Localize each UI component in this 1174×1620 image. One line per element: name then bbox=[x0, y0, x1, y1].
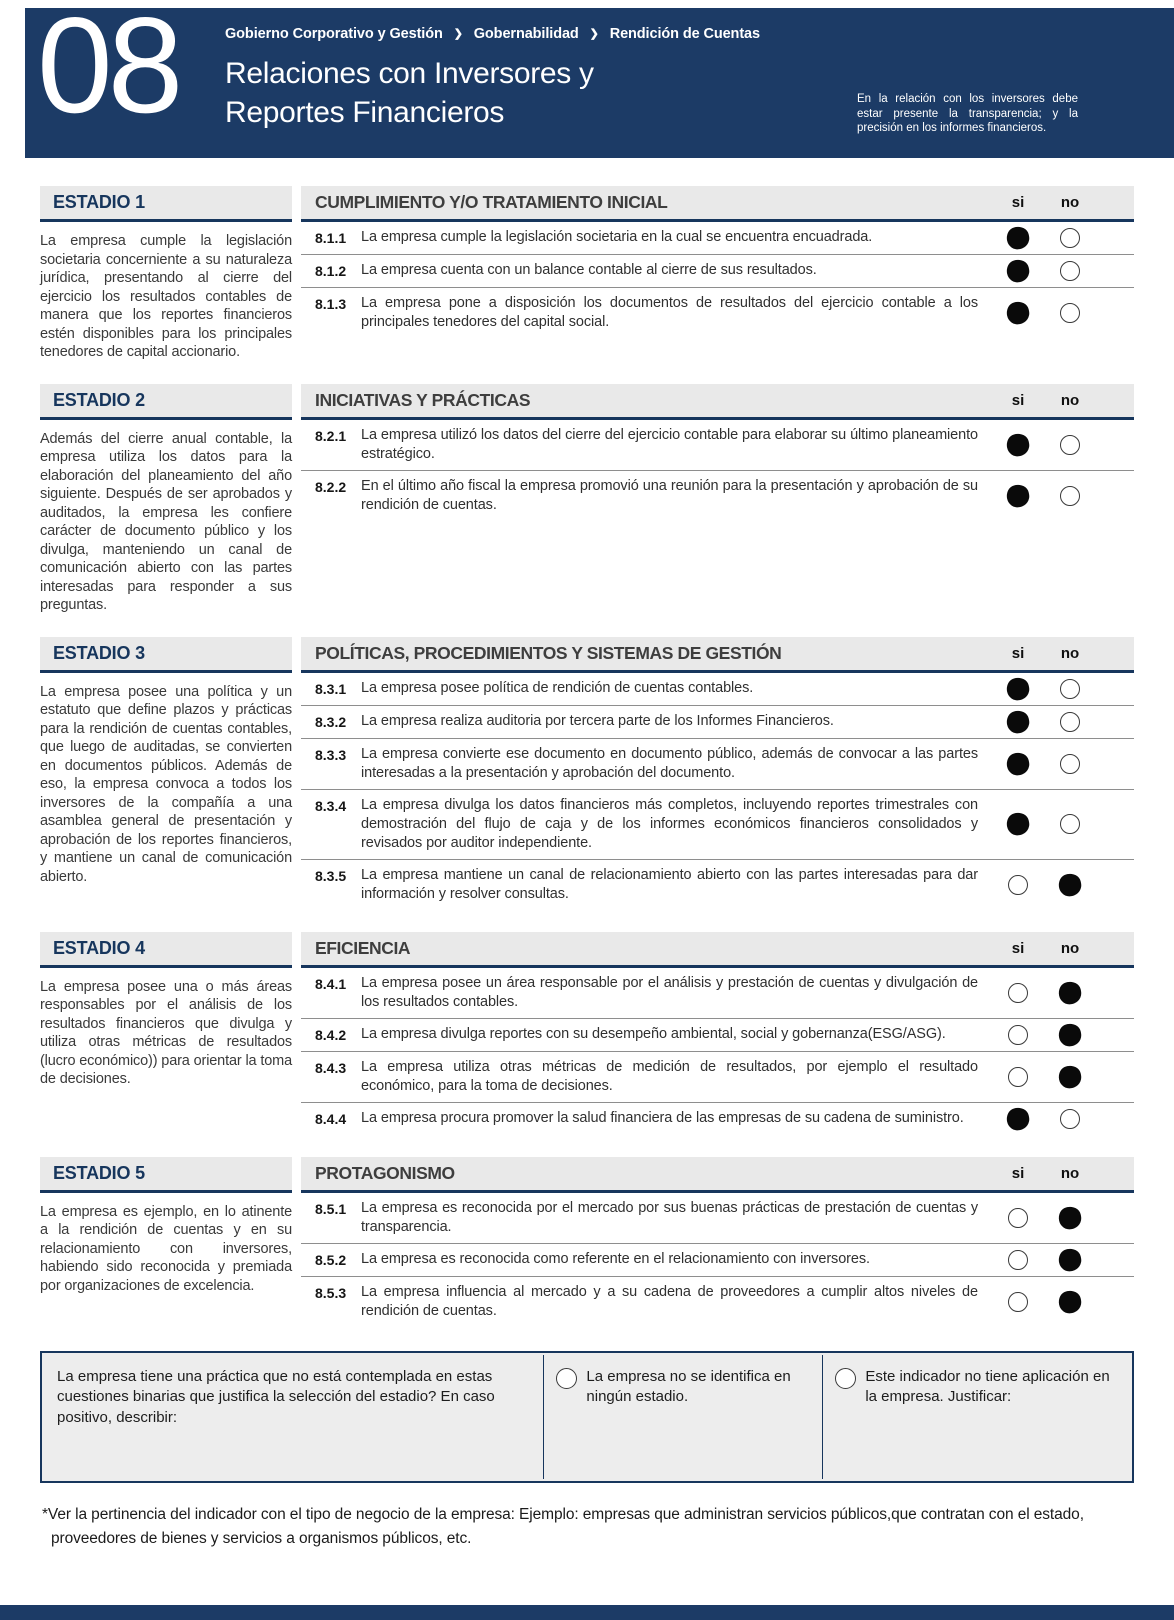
stage-title: ESTADIO 3 bbox=[53, 642, 145, 663]
category-title: PROTAGONISMO bbox=[315, 1162, 455, 1183]
page-title-line2: Reportes Financieros bbox=[225, 96, 505, 129]
breadcrumb-item: Gobierno Corporativo y Gestión bbox=[225, 26, 443, 42]
no-column-header: no bbox=[1060, 644, 1080, 662]
question-text: La empresa pone a disposición los documentos de resultados del ejercicio contable a los principales tenedores del capital social. bbox=[361, 295, 978, 330]
no-radio[interactable] bbox=[1060, 814, 1080, 834]
question-text: La empresa divulga reportes con su desempeño ambiental, social y gobernanza(ESG/ASG). bbox=[361, 1025, 946, 1042]
page-title-line1: Relaciones con Inversores y bbox=[225, 57, 594, 90]
yes-radio[interactable] bbox=[1008, 1292, 1028, 1312]
question-row bbox=[301, 420, 1134, 471]
question-id: 8.1.1 bbox=[315, 230, 347, 246]
question-id: 8.3.3 bbox=[315, 746, 347, 763]
no-radio[interactable] bbox=[1060, 1109, 1080, 1129]
no-radio[interactable] bbox=[1057, 1063, 1084, 1090]
yes-radio[interactable] bbox=[1008, 1250, 1028, 1270]
question-row bbox=[301, 1244, 1134, 1277]
no-radio[interactable] bbox=[1060, 303, 1080, 323]
no-radio[interactable] bbox=[1060, 261, 1080, 281]
question-row bbox=[301, 860, 1134, 910]
no-column-header: no bbox=[1060, 194, 1080, 211]
yes-radio[interactable] bbox=[1005, 258, 1032, 285]
no-column-header: no bbox=[1060, 939, 1080, 957]
not-applicable-radio[interactable] bbox=[835, 1368, 856, 1389]
question-row bbox=[301, 790, 1134, 860]
question-text: La empresa es reconocida por el mercado por sus buenas prácticas de prestación de cuentas y transparencia. bbox=[361, 1199, 978, 1235]
question-text: La empresa influencia al mercado y a su cadena de proveedores a cumplir altos niveles de rendición de cuentas. bbox=[361, 1283, 978, 1319]
question-id: 8.5.2 bbox=[315, 1251, 347, 1268]
no-radio[interactable] bbox=[1057, 1288, 1084, 1315]
no-radio[interactable] bbox=[1060, 228, 1080, 248]
yes-radio[interactable] bbox=[1005, 225, 1032, 252]
no-column-header: no bbox=[1060, 391, 1080, 409]
question-table bbox=[301, 222, 1134, 338]
question-text: La empresa posee política de rendición de cuentas contables. bbox=[361, 679, 754, 696]
question-row bbox=[301, 1052, 1134, 1103]
yes-column-header: si bbox=[1011, 644, 1025, 662]
yes-column-header: si bbox=[1011, 391, 1025, 409]
category-title: CUMPLIMIENTO Y/O TRATAMIENTO INICIAL bbox=[315, 192, 668, 212]
question-id: 8.4.2 bbox=[315, 1026, 347, 1043]
not-applicable-option bbox=[823, 1353, 1132, 1481]
stage-section-3 bbox=[40, 637, 1134, 910]
no-radio[interactable] bbox=[1060, 679, 1080, 699]
not-applicable-label: Este indicador no tiene aplicación en la empresa. Justificar: bbox=[865, 1367, 1110, 1405]
stage-description: La empresa cumple la legislación societaria concerniente a su naturaleza jurídica, presentando al cierre del ejercicio los resultados contables de manera que los reportes financieros estén disponibles para los principales tenedores de capital accionario. bbox=[40, 233, 292, 360]
question-id: 8.3.5 bbox=[315, 867, 347, 884]
open-question-text: La empresa tiene una práctica que no está contemplada en estas cuestiones binarias que justifica la selección del estadio? En caso positivo, describir: bbox=[57, 1367, 495, 1426]
stage-title: ESTADIO 5 bbox=[53, 1162, 145, 1183]
no-column-header: no bbox=[1060, 1164, 1080, 1182]
breadcrumb-item: Rendición de Cuentas bbox=[609, 26, 760, 42]
page-footer-bar bbox=[0, 1605, 1174, 1620]
question-id: 8.4.1 bbox=[315, 975, 347, 992]
no-radio[interactable] bbox=[1060, 712, 1080, 732]
question-id: 8.5.1 bbox=[315, 1200, 347, 1217]
stage-description: La empresa posee una o más áreas responsables por el análisis de los resultados financieros que divulga y utiliza otras métricas de resultados (lucro económico)) para orientar la toma de decisiones. bbox=[40, 978, 292, 1087]
question-row bbox=[301, 1019, 1134, 1052]
no-radio[interactable] bbox=[1060, 435, 1080, 455]
yes-radio[interactable] bbox=[1005, 1105, 1032, 1132]
no-radio[interactable] bbox=[1060, 754, 1080, 774]
yes-radio[interactable] bbox=[1005, 300, 1032, 327]
yes-column-header: si bbox=[1011, 1164, 1025, 1182]
question-id: 8.1.2 bbox=[315, 263, 347, 279]
no-radio[interactable] bbox=[1057, 1021, 1084, 1048]
yes-radio[interactable] bbox=[1005, 482, 1032, 509]
chevron-right-icon: ❯ bbox=[453, 28, 463, 40]
yes-column-header: si bbox=[1011, 939, 1025, 957]
yes-radio[interactable] bbox=[1005, 708, 1032, 735]
footnote: *Ver la pertinencia del indicador con el tipo de negocio de la empresa: Ejemplo: empresas que administran servicios públicos,que contratan con el estado, proveedores de bienes y servicios a organismos públicos, etc. bbox=[42, 1505, 1084, 1547]
question-text: La empresa mantiene un canal de relacionamiento abierto con las partes interesadas para dar información y resolver consultas. bbox=[361, 866, 978, 902]
question-table bbox=[301, 673, 1134, 910]
question-text: La empresa utilizó los datos del cierre del ejercicio contable para elaborar su último planeamiento estratégico. bbox=[361, 426, 978, 462]
question-row bbox=[301, 222, 1134, 255]
yes-column-header: si bbox=[1011, 194, 1025, 211]
question-table bbox=[301, 1193, 1134, 1327]
question-row bbox=[301, 968, 1134, 1019]
header-note: En la relación con los inversores debe estar presente la transparencia; y la precisión en los informes financieros. bbox=[857, 93, 1078, 134]
question-id: 8.5.3 bbox=[315, 1284, 347, 1301]
category-title: INICIATIVAS Y PRÁCTICAS bbox=[315, 389, 531, 410]
question-row bbox=[301, 471, 1134, 521]
question-row bbox=[301, 673, 1134, 706]
question-row bbox=[301, 1193, 1134, 1244]
question-row bbox=[301, 1277, 1134, 1327]
stage-header bbox=[40, 932, 292, 965]
question-id: 8.1.3 bbox=[315, 296, 347, 312]
question-row bbox=[301, 1103, 1134, 1135]
no-radio[interactable] bbox=[1057, 1246, 1084, 1273]
question-id: 8.3.2 bbox=[315, 713, 347, 730]
no-radio[interactable] bbox=[1057, 871, 1084, 898]
question-id: 8.4.4 bbox=[315, 1110, 347, 1127]
question-id: 8.2.1 bbox=[315, 427, 347, 444]
question-text: La empresa utiliza otras métricas de medición de resultados, por ejemplo el resultado económico, para la toma de decisiones. bbox=[361, 1058, 978, 1094]
yes-radio[interactable] bbox=[1008, 1025, 1028, 1045]
stage-description: La empresa posee una política y un estatuto que define plazos y prácticas para la rendición de cuentas contables, que luego de auditadas, se convierten en documentos públicos. Además de eso, la empresa convoca a todos los inversores de la compañía a una asamblea general de presentación y aprobación de los reportes financieros, y mantiene un canal de comunicación abierto. bbox=[40, 683, 292, 885]
stage-header bbox=[40, 186, 292, 219]
question-text: La empresa divulga los datos financieros más completos, incluyendo reportes trimestrales con demostración del flujo de caja y de los informes económicos financieros consolidados y revisados por auditor independiente. bbox=[361, 796, 978, 851]
stage-header bbox=[40, 1157, 292, 1190]
stage-header bbox=[40, 637, 292, 670]
category-title: EFICIENCIA bbox=[315, 937, 411, 958]
question-id: 8.3.1 bbox=[315, 680, 347, 697]
stage-section-1 bbox=[40, 186, 1134, 362]
stage-section-5 bbox=[40, 1157, 1134, 1327]
yes-radio[interactable] bbox=[1008, 1208, 1028, 1228]
yes-radio[interactable] bbox=[1008, 1067, 1028, 1087]
question-table bbox=[301, 420, 1134, 521]
chevron-right-icon: ❯ bbox=[589, 28, 599, 40]
page-header bbox=[25, 0, 1174, 158]
no-radio[interactable] bbox=[1057, 979, 1084, 1006]
stage-title: ESTADIO 2 bbox=[53, 389, 145, 410]
chapter-number: 08 bbox=[37, 0, 179, 141]
no-radio[interactable] bbox=[1057, 1204, 1084, 1231]
question-text: La empresa cuenta con un balance contable al cierre de sus resultados. bbox=[361, 262, 817, 278]
question-text: La empresa es reconocida como referente en el relacionamiento con inversores. bbox=[361, 1250, 870, 1267]
additional-practice-box bbox=[40, 1351, 1134, 1483]
question-text: La empresa procura promover la salud financiera de las empresas de su cadena de suministro. bbox=[361, 1109, 964, 1126]
no-stage-radio[interactable] bbox=[556, 1368, 577, 1389]
yes-radio[interactable] bbox=[1005, 675, 1032, 702]
yes-radio[interactable] bbox=[1008, 875, 1028, 895]
page-title bbox=[225, 54, 594, 132]
stage-header bbox=[40, 384, 292, 417]
question-text: La empresa cumple la legislación societaria en la cual se encuentra encuadrada. bbox=[361, 229, 873, 245]
stage-description: Además del cierre anual contable, la empresa utiliza los datos para la elaboración del planeamiento del año siguiente. Después de ser aprobados y auditados, la empresa les confiere carácter de documento público y los divulga, manteniendo un canal de comunicación abierto con las partes interesadas para responder a sus preguntas. bbox=[40, 430, 292, 613]
no-radio[interactable] bbox=[1060, 486, 1080, 506]
question-row bbox=[301, 255, 1134, 288]
question-id: 8.2.2 bbox=[315, 478, 347, 495]
question-text: La empresa realiza auditoria por tercera parte de los Informes Financieros. bbox=[361, 712, 834, 729]
stage-title: ESTADIO 4 bbox=[53, 937, 145, 958]
yes-radio[interactable] bbox=[1005, 431, 1032, 458]
question-text: La empresa posee un área responsable por el análisis y prestación de cuentas y divulgación de los resultados contables. bbox=[361, 974, 978, 1010]
question-text: La empresa convierte ese documento en documento público, además de convocar a las partes interesadas a la presentación y aprobación del documento. bbox=[361, 745, 978, 781]
question-text: En el último año fiscal la empresa promovió una reunión para la presentación y aprobación de su rendición de cuentas. bbox=[361, 477, 978, 513]
no-stage-label: La empresa no se identifica en ningún estadio. bbox=[586, 1367, 791, 1405]
stage-section-4 bbox=[40, 932, 1134, 1135]
stage-section-2 bbox=[40, 384, 1134, 615]
stage-title: ESTADIO 1 bbox=[53, 192, 145, 212]
no-stage-option bbox=[544, 1353, 822, 1481]
category-title: POLÍTICAS, PROCEDIMIENTOS Y SISTEMAS DE GESTIÓN bbox=[315, 642, 782, 663]
yes-radio[interactable] bbox=[1008, 983, 1028, 1003]
yes-radio[interactable] bbox=[1005, 750, 1032, 777]
breadcrumb-item: Gobernabilidad bbox=[473, 26, 579, 42]
questionnaire bbox=[40, 186, 1134, 1327]
question-row bbox=[301, 706, 1134, 739]
question-id: 8.3.4 bbox=[315, 797, 347, 814]
question-id: 8.4.3 bbox=[315, 1059, 347, 1076]
question-row bbox=[301, 288, 1134, 338]
question-row bbox=[301, 739, 1134, 790]
breadcrumb bbox=[225, 26, 760, 42]
question-table bbox=[301, 968, 1134, 1135]
yes-radio[interactable] bbox=[1005, 811, 1032, 838]
stage-description: La empresa es ejemplo, en lo atinente a la rendición de cuentas y en su relacionamiento con inversores, habiendo sido reconocida y premiada por organizaciones de excelencia. bbox=[40, 1203, 292, 1294]
